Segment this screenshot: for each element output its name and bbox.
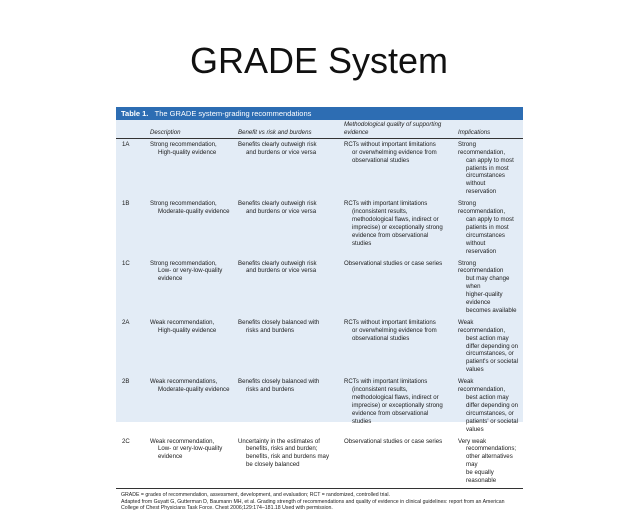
cell-quality <box>342 317 456 376</box>
cell-line: studies <box>352 239 372 247</box>
header-quality: Methodological quality of supporting evidence <box>342 120 456 138</box>
cell-line: Very weak <box>458 437 487 445</box>
cell-line: differ depending on <box>466 342 519 350</box>
cell-line: can apply to most <box>466 156 514 164</box>
cell-line: Low- or very-low-quality <box>158 445 223 453</box>
cell-quality <box>342 138 456 198</box>
cell-line: Benefits clearly outweigh risk <box>238 259 317 267</box>
header-row <box>116 120 523 138</box>
cell-quality <box>342 436 456 487</box>
cell-implications <box>456 198 523 257</box>
cell-line: evidence <box>158 275 183 283</box>
cell-benefit <box>236 317 342 376</box>
cell-line: Strong recommendation, <box>150 140 217 148</box>
cell-line: circumstances without <box>466 231 505 247</box>
table-caption <box>116 107 523 120</box>
cell-quality <box>342 258 456 317</box>
cell-line: (inconsistent results, <box>352 208 408 216</box>
cell-line: RCTs without important limitations <box>344 140 436 148</box>
cell-line: higher-quality evidence <box>466 291 503 307</box>
cell-line: best action may <box>466 334 509 342</box>
cell-line: imprecise) or exceptionally strong <box>352 401 443 409</box>
table-row <box>116 258 523 317</box>
cell-implications <box>456 138 523 198</box>
header-benefit: Benefit vs risk and burdens <box>236 120 342 138</box>
cell-line: or overwhelming evidence from <box>352 326 437 334</box>
cell-line: patient's or societal <box>466 358 518 366</box>
cell-implications <box>456 258 523 317</box>
cell-benefit <box>236 436 342 487</box>
cell-line: differ depending on <box>466 401 519 409</box>
cell-line: values <box>466 366 484 374</box>
cell-line: Strong recommendation, <box>150 200 217 208</box>
cell-grade: 2B <box>122 378 130 386</box>
header-grade <box>116 120 148 138</box>
cell-line: High-quality evidence <box>158 326 217 334</box>
cell-implications <box>456 436 523 487</box>
cell-grade: 1B <box>122 200 130 208</box>
table-row <box>116 138 523 198</box>
cell-line: studies <box>352 417 372 425</box>
cell-line: patients in most <box>466 164 509 172</box>
cell-line: circumstances, or <box>466 409 514 417</box>
cell-line: RCTs without important limitations <box>344 318 436 326</box>
cell-line: recommendations; <box>466 445 517 453</box>
cell-line: evidence <box>158 453 183 461</box>
cell-description <box>148 258 236 317</box>
cell-line: Strong recommendation, <box>458 200 506 216</box>
cell-line: circumstances without <box>466 172 505 188</box>
table-row <box>116 376 523 435</box>
cell-line: observational studies <box>352 156 410 164</box>
cell-line: Strong recommendation, <box>150 259 217 267</box>
cell-benefit <box>236 198 342 257</box>
cell-line: methodological flaws, indirect or <box>352 215 439 223</box>
table-footnotes <box>116 488 523 512</box>
grade-table <box>116 107 523 512</box>
cell-line: Weak recommendation, <box>150 318 215 326</box>
cell-line: Moderate-quality evidence <box>158 208 230 216</box>
cell-line: Benefits clearly outweigh risk <box>238 200 317 208</box>
table-row <box>116 436 523 487</box>
cell-line: Weak recommendations, <box>150 378 218 386</box>
cell-line: patients' or societal <box>466 417 518 425</box>
cell-line: High-quality evidence <box>158 148 217 156</box>
cell-line: patients in most <box>466 223 509 231</box>
cell-quality <box>342 198 456 257</box>
cell-line: Strong recommendation <box>458 259 504 275</box>
cell-benefit <box>236 258 342 317</box>
header-description: Description <box>148 120 236 138</box>
slide-title: GRADE System <box>189 40 449 81</box>
cell-line: methodological flaws, indirect or <box>352 394 439 401</box>
cell-line: Low- or very-low-quality <box>158 267 223 275</box>
cell-line: evidence from observational <box>352 231 429 239</box>
cell-line: circumstances, or <box>466 350 514 358</box>
cell-line: Strong recommendation, <box>458 140 506 156</box>
cell-description <box>148 376 236 435</box>
cell-description <box>148 436 236 487</box>
cell-line: imprecise) or exceptionally strong <box>352 223 443 231</box>
cell-line: Observational studies or case series <box>344 437 443 445</box>
cell-line: or overwhelming evidence from <box>352 148 437 156</box>
cell-grade: 1C <box>122 259 130 267</box>
cell-line: (inconsistent results, <box>352 386 408 394</box>
cell-line: Benefits closely balanced with <box>238 378 320 386</box>
cell-line: be equally reasonable <box>466 469 497 485</box>
cell-line: values <box>466 425 484 433</box>
cell-line: but may change when <box>466 275 510 291</box>
cell-description <box>148 198 236 257</box>
table-caption-text: The GRADE system-grading recommendations <box>154 109 312 118</box>
cell-line: and burdens or vice versa <box>246 208 317 216</box>
cell-benefit <box>236 138 342 198</box>
cell-line: Weak recommendation, <box>458 378 506 394</box>
cell-line: best action may <box>466 394 509 401</box>
cell-description <box>148 138 236 198</box>
cell-benefit <box>236 376 342 435</box>
cell-line: Weak recommendation, <box>458 318 506 334</box>
cell-line: becomes available <box>466 306 517 314</box>
table-caption-label: Table 1. <box>121 109 149 118</box>
cell-grade: 2A <box>122 318 130 326</box>
cell-line: benefits, risks and burden; <box>246 445 318 453</box>
footnote: GRADE = grades of recommendation, assessment, development, and evaluation; RCT = randomized, controlled trial. <box>121 491 390 498</box>
cell-line: and burdens or vice versa <box>246 267 317 275</box>
cell-line: evidence from observational <box>352 409 429 417</box>
table-row <box>116 317 523 376</box>
cell-line: risks and burdens <box>246 386 295 394</box>
cell-line: RCTs with important limitations <box>344 200 428 208</box>
cell-line: RCTs with important limitations <box>344 378 428 386</box>
cell-line: reservation <box>466 247 497 255</box>
cell-line: Moderate-quality evidence <box>158 386 230 394</box>
cell-line: be closely balanced <box>246 461 300 469</box>
cell-line: and burdens or vice versa <box>246 148 317 156</box>
cell-line: Weak recommendation, <box>150 437 215 445</box>
cell-line: Benefits closely balanced with <box>238 318 320 326</box>
footnote: Adapted from Guyatt G, Gutterman D, Baumann MH, et al. Grading strength of recommendations and quality of evidence in clinical guidelines: report from an American <box>121 498 505 505</box>
recommendation-table <box>116 120 523 487</box>
cell-line: Benefits clearly outweigh risk <box>238 140 317 148</box>
cell-implications <box>456 317 523 376</box>
cell-line: benefits, risk and burdens may <box>246 453 329 461</box>
cell-line: Observational studies or case series <box>344 259 443 267</box>
header-implications: Implications <box>456 120 523 138</box>
cell-line: risks and burdens <box>246 326 295 334</box>
cell-grade: 1A <box>122 140 130 148</box>
cell-grade: 2C <box>122 437 130 445</box>
footnote: College of Chest Physicians Task Force. Chest 2006;129:174–181.18 Used with permission. <box>121 505 333 512</box>
cell-line: Uncertainty in the estimates of <box>238 437 320 445</box>
cell-line: other alternatives may <box>466 453 513 469</box>
cell-line: can apply to most <box>466 215 514 223</box>
cell-line: observational studies <box>352 334 410 342</box>
cell-line: reservation <box>466 188 497 196</box>
cell-implications <box>456 376 523 435</box>
cell-quality <box>342 376 456 435</box>
cell-description <box>148 317 236 376</box>
table-row <box>116 198 523 257</box>
